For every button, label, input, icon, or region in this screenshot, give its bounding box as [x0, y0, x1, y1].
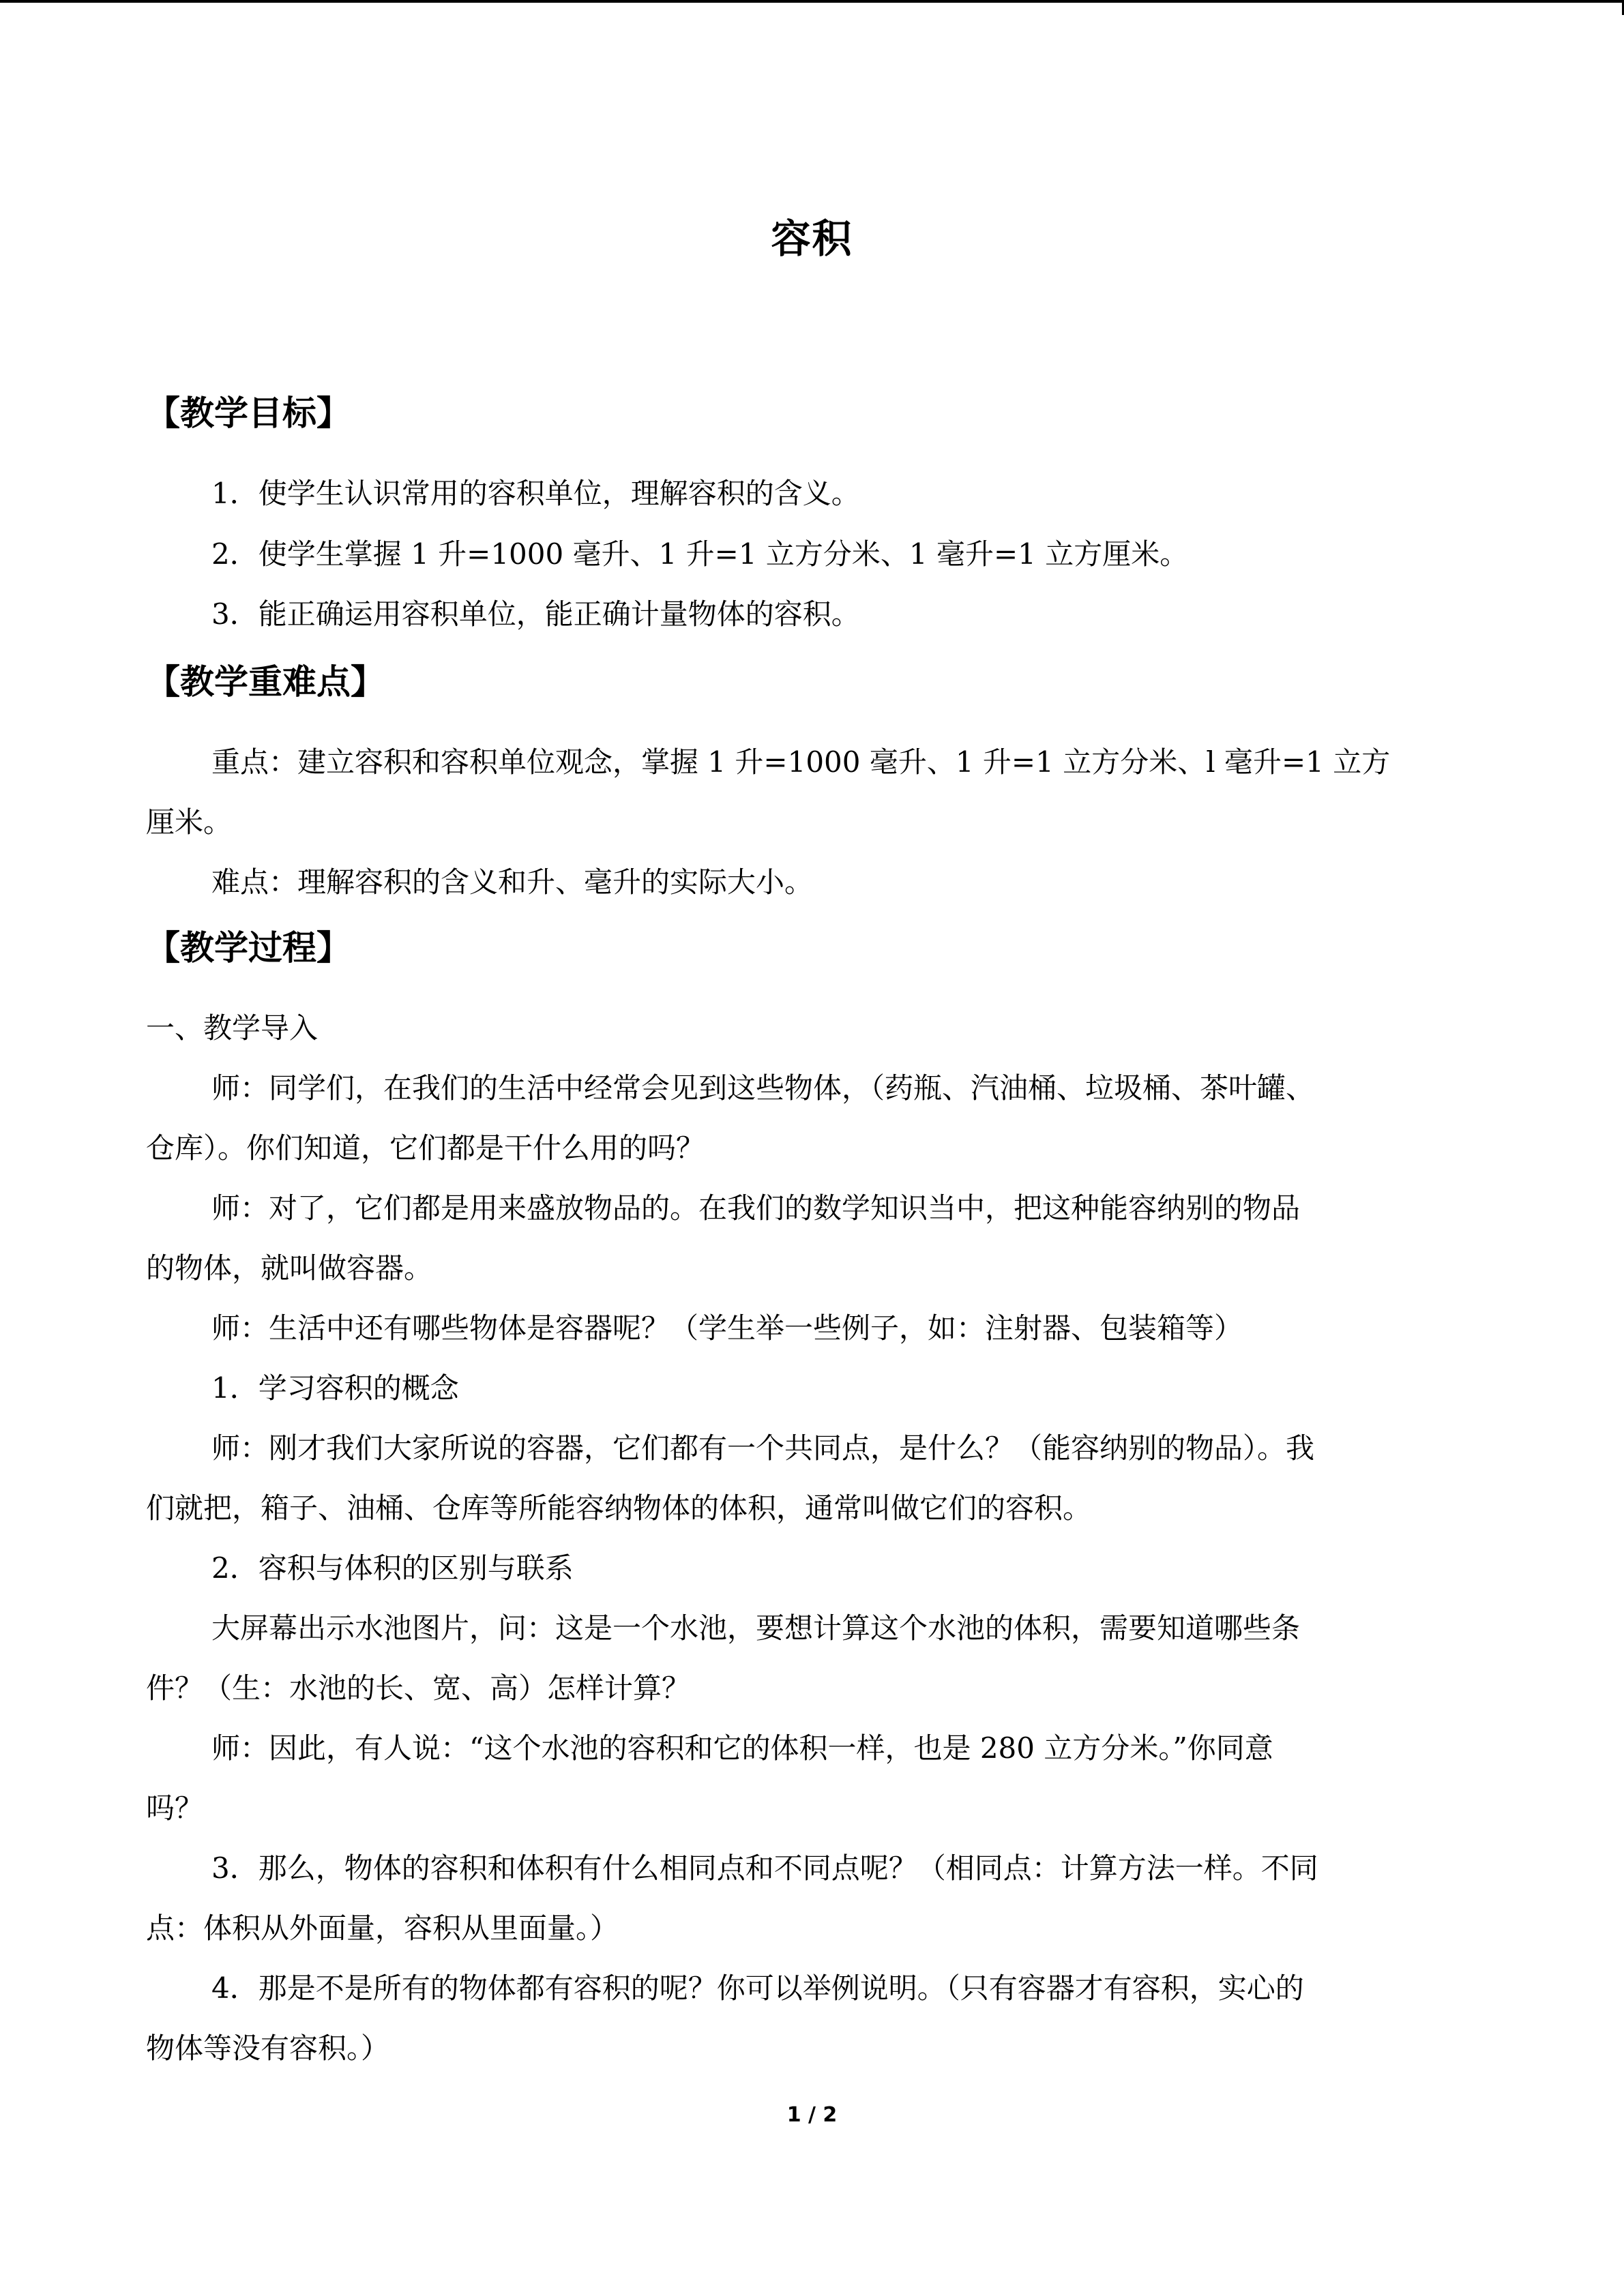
section-heading-objectives: 【教学目标】 — [146, 393, 351, 433]
numbered-subheading: 2．容积与体积的区别与联系 — [211, 1551, 574, 1585]
body-line: 3．那么，物体的容积和体积有什么相同点和不同点呢？（相同点：计算方法一样。不同 — [211, 1851, 1318, 1885]
focus-text-line: 重点：建立容积和容积单位观念，掌握 1 升=1000 毫升、1 升=1 立方分米、l 毫升=1 立方 — [211, 745, 1391, 779]
numbered-subheading: 1．学习容积的概念 — [211, 1371, 459, 1405]
focus-text-line: 厘米。 — [146, 805, 233, 839]
body-line: 4．那是不是所有的物体都有容积的呢？你可以举例说明。（只有容器才有容积，实心的 — [211, 1971, 1304, 2005]
body-line: 的物体，就叫做容器。 — [146, 1251, 433, 1285]
body-line: 点：体积从外面量，容积从里面量。） — [146, 1911, 619, 1945]
section-heading-key-points: 【教学重难点】 — [146, 662, 385, 702]
body-line: 大屏幕出示水池图片，问：这是一个水池，要想计算这个水池的体积，需要知道哪些条 — [211, 1611, 1301, 1645]
body-line: 师：因此，有人说：“这个水池的容积和它的体积一样，也是 280 立方分米。”你同意 — [211, 1731, 1273, 1765]
body-line: 吗？ — [146, 1791, 204, 1825]
page-number: 1 / 2 — [786, 2103, 838, 2127]
body-line: 仓库）。你们知道，它们都是干什么用的吗？ — [146, 1131, 705, 1165]
body-line: 师：刚才我们大家所说的容器，它们都有一个共同点，是什么？（能容纳别的物品）。我 — [211, 1431, 1315, 1465]
difficulty-text: 难点：理解容积的含义和升、毫升的实际大小。 — [211, 865, 814, 899]
section-heading-process: 【教学过程】 — [146, 928, 351, 968]
objective-item: 1．使学生认识常用的容积单位，理解容积的含义。 — [211, 477, 860, 510]
objective-item: 2．使学生掌握 1 升=1000 毫升、1 升=1 立方分米、1 毫升=1 立方厘米。 — [211, 537, 1189, 571]
body-line: 们就把，箱子、油桶、仓库等所能容纳物体的体积，通常叫做它们的容积。 — [146, 1491, 1092, 1525]
body-line: 件？（生：水池的长、宽、高）怎样计算？ — [146, 1671, 691, 1705]
top-border-line — [0, 0, 1624, 3]
body-line: 师：对了，它们都是用来盛放物品的。在我们的数学知识当中，把这种能容纳别的物品 — [211, 1191, 1301, 1225]
body-line: 师：生活中还有哪些物体是容器呢？（学生举一些例子，如：注射器、包装箱等） — [211, 1311, 1243, 1345]
objective-item: 3．能正确运用容积单位，能正确计量物体的容积。 — [211, 597, 860, 631]
body-line: 师：同学们，在我们的生活中经常会见到这些物体，（药瓶、汽油桶、垃圾桶、茶叶罐、 — [211, 1071, 1315, 1105]
body-line: 物体等没有容积。） — [146, 2031, 390, 2065]
subsection-title: 一、教学导入 — [146, 1011, 319, 1045]
document-title: 容积 — [771, 215, 853, 262]
